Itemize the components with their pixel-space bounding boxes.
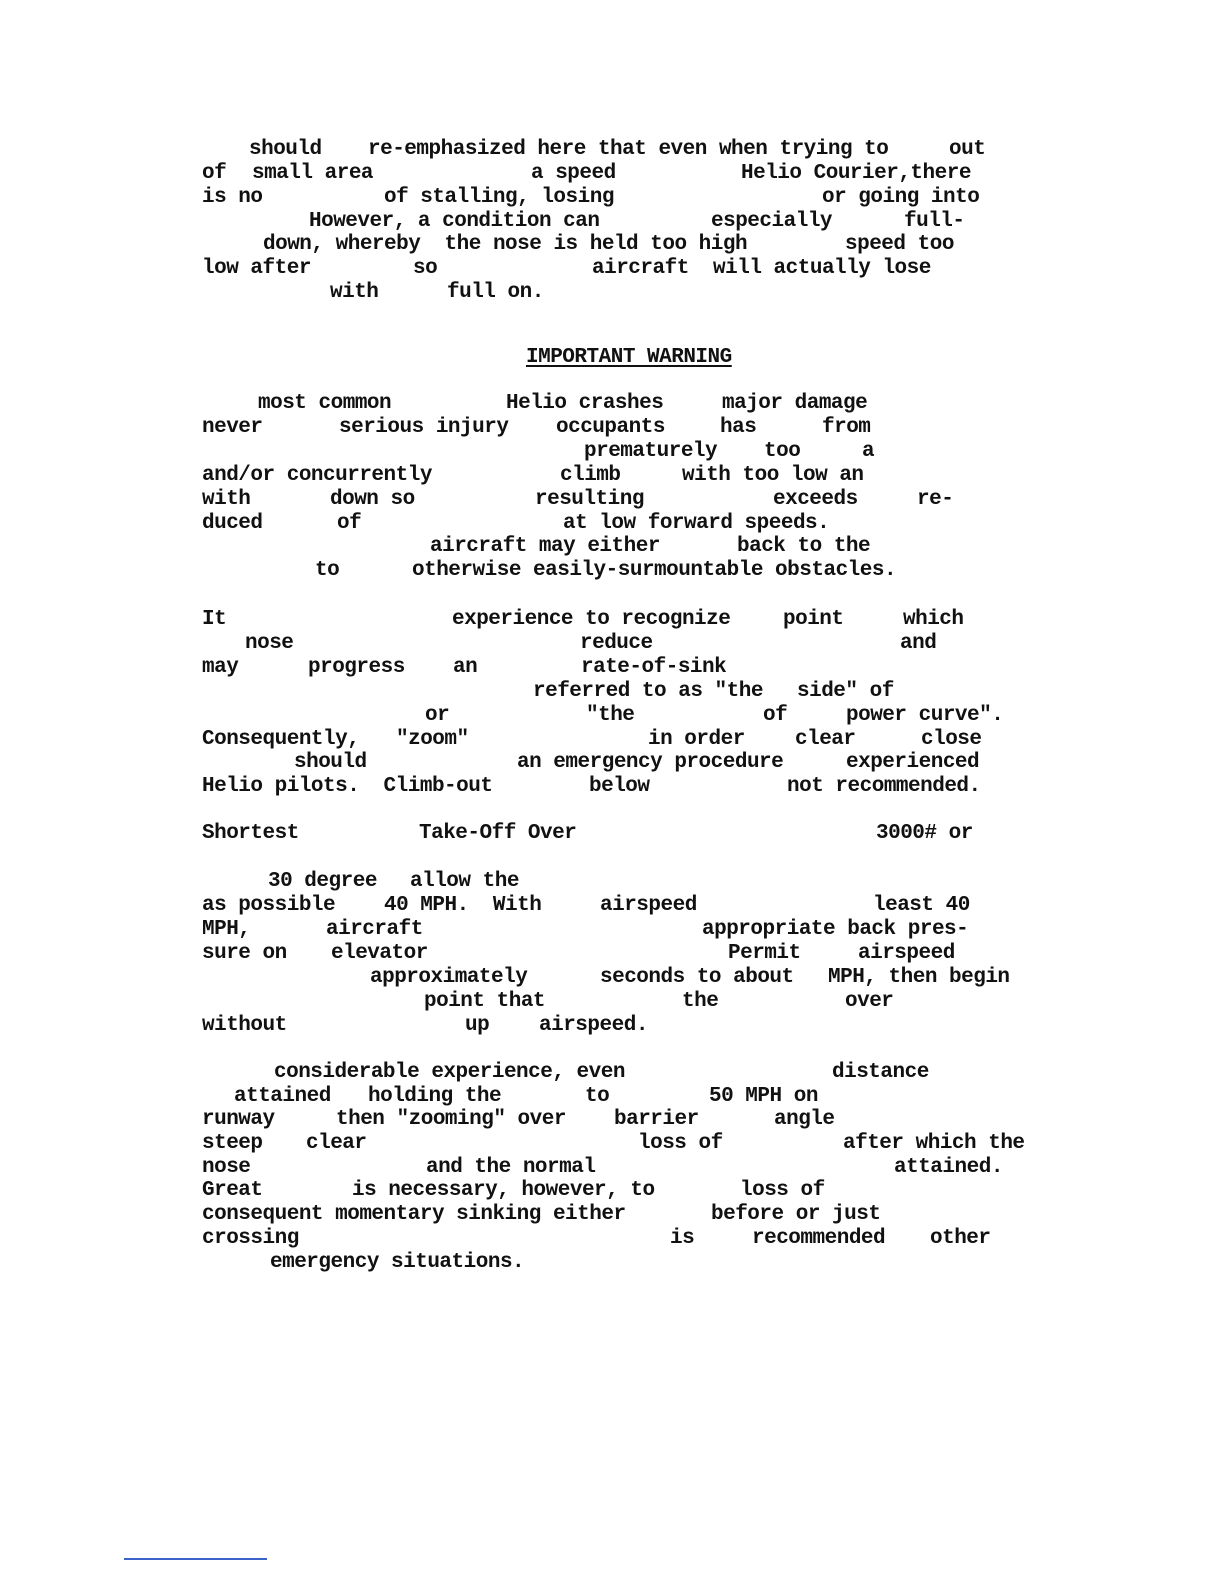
text-fragment: nose [202, 1156, 251, 1179]
text-fragment: is [670, 1227, 695, 1250]
text-fragment: distance [832, 1061, 929, 1084]
text-fragment: with [330, 281, 379, 304]
text-fragment: considerable experience, even [274, 1061, 625, 1084]
text-fragment: point that [424, 990, 546, 1013]
text-fragment: Consequently, [202, 728, 360, 751]
text-fragment: should [249, 138, 322, 161]
text-fragment: airspeed. [539, 1014, 648, 1037]
text-fragment: of [763, 704, 788, 727]
text-fragment: Great [202, 1179, 263, 1202]
text-fragment: other [930, 1227, 991, 1250]
text-fragment: prematurely [584, 440, 718, 463]
text-fragment: small area [252, 162, 374, 185]
text-fragment: 40 MPH. With [384, 894, 542, 917]
text-fragment: Helio pilots. Climb-out [202, 775, 493, 798]
text-fragment: low after [202, 257, 311, 280]
text-fragment: power curve". [846, 704, 1004, 727]
text-fragment: holding the [368, 1085, 502, 1108]
text-fragment: without [202, 1014, 287, 1037]
text-fragment: or going into [822, 186, 980, 209]
text-fragment: especially [711, 210, 833, 233]
text-fragment: then "zooming" over [336, 1108, 566, 1131]
text-fragment: most common [258, 392, 392, 415]
text-fragment: with [202, 488, 251, 511]
text-fragment: progress [308, 656, 405, 679]
text-fragment: resulting [535, 488, 644, 511]
text-fragment: MPH, [202, 918, 251, 941]
text-fragment: airspeed [600, 894, 697, 917]
text-fragment: at low forward speeds. [563, 512, 830, 535]
text-fragment: side" of [797, 680, 894, 703]
text-fragment: experience to recognize [452, 608, 731, 631]
text-fragment: Shortest [202, 822, 299, 845]
text-fragment: not recommended. [787, 775, 981, 798]
text-fragment: down, whereby the nose is held too high [263, 233, 748, 256]
text-fragment: is no [202, 186, 263, 209]
text-fragment: Helio crashes [506, 392, 664, 415]
text-fragment: too [764, 440, 801, 463]
text-fragment: crossing [202, 1227, 299, 1250]
text-fragment: steep [202, 1132, 263, 1155]
text-fragment: major damage [722, 392, 868, 415]
text-fragment: up [465, 1014, 490, 1037]
text-fragment: close [921, 728, 982, 751]
text-fragment: aircraft [326, 918, 423, 941]
text-fragment: aircraft may either [430, 535, 660, 558]
text-fragment: least 40 [873, 894, 970, 917]
text-fragment: aircraft will actually lose [592, 257, 931, 280]
text-fragment: Permit [728, 942, 801, 965]
text-fragment: approximately [370, 966, 528, 989]
text-fragment: after which the [843, 1132, 1025, 1155]
important-warning-heading: IMPORTANT WARNING [526, 346, 732, 369]
text-fragment: angle [774, 1108, 835, 1131]
text-fragment: to [585, 1085, 610, 1108]
text-fragment: out [949, 138, 986, 161]
text-fragment: point [783, 608, 844, 631]
text-fragment: of stalling, losing [384, 186, 614, 209]
text-fragment: climb [560, 464, 621, 487]
text-fragment: which [903, 608, 964, 631]
text-fragment: full on. [447, 281, 544, 304]
text-fragment: from [822, 416, 871, 439]
text-fragment: an emergency procedure [517, 751, 784, 774]
text-fragment: referred to as "the [533, 680, 763, 703]
text-fragment: elevator [331, 942, 428, 965]
text-fragment: attained. [894, 1156, 1003, 1179]
text-fragment: re-emphasized here that even when trying to [368, 138, 889, 161]
text-fragment: appropriate back pres- [702, 918, 969, 941]
text-fragment: of [337, 512, 362, 535]
text-fragment: runway [202, 1108, 275, 1131]
text-fragment: should [294, 751, 367, 774]
text-fragment: never [202, 416, 263, 439]
text-fragment: speed too [845, 233, 954, 256]
text-fragment: "zoom" [396, 728, 469, 751]
text-fragment: airspeed [858, 942, 955, 965]
text-fragment: has [720, 416, 757, 439]
text-fragment: otherwise easily-surmountable obstacles. [412, 559, 897, 582]
text-fragment: It [202, 608, 227, 631]
text-fragment: back to the [737, 535, 871, 558]
text-fragment: or [425, 704, 450, 727]
text-fragment: full- [904, 210, 965, 233]
text-fragment: "the [586, 704, 635, 727]
text-fragment: attained [234, 1085, 331, 1108]
text-fragment: loss of [638, 1132, 723, 1155]
text-fragment: MPH, then begin [828, 966, 1010, 989]
text-fragment: may [202, 656, 239, 679]
text-fragment: so [413, 257, 438, 280]
text-fragment: a speed [531, 162, 616, 185]
text-fragment: emergency situations. [270, 1251, 525, 1274]
text-fragment: in order [648, 728, 745, 751]
text-fragment: with too low an [682, 464, 864, 487]
page-footer-rule [124, 1558, 267, 1560]
text-fragment: the [682, 990, 719, 1013]
text-fragment: nose [245, 632, 294, 655]
text-fragment: rate-of-sink [581, 656, 727, 679]
text-fragment: below [589, 775, 650, 798]
text-fragment: sure on [202, 942, 287, 965]
text-fragment: 3000# or [876, 822, 973, 845]
text-fragment: consequent momentary sinking either [202, 1203, 626, 1226]
text-fragment: over [845, 990, 894, 1013]
text-fragment: serious injury [339, 416, 509, 439]
text-fragment: before or just [711, 1203, 881, 1226]
text-fragment: of [202, 162, 227, 185]
text-fragment: seconds to about [600, 966, 794, 989]
text-fragment: reduce [580, 632, 653, 655]
text-fragment: loss of [740, 1179, 825, 1202]
text-fragment: Take-Off Over [419, 822, 577, 845]
text-fragment: to [315, 559, 340, 582]
text-fragment: exceeds [773, 488, 858, 511]
text-fragment: 50 MPH on [709, 1085, 818, 1108]
text-fragment: and [900, 632, 937, 655]
text-fragment: recommended [752, 1227, 886, 1250]
text-fragment: and the normal [426, 1156, 596, 1179]
text-fragment: as possible [202, 894, 336, 917]
text-fragment: is necessary, however, to [352, 1179, 655, 1202]
text-fragment: down so [330, 488, 415, 511]
text-fragment: Helio Courier,there [741, 162, 971, 185]
text-fragment: an [453, 656, 478, 679]
text-fragment: and/or concurrently [202, 464, 432, 487]
text-fragment: However, a condition can [309, 210, 600, 233]
text-fragment: re- [917, 488, 954, 511]
text-fragment: occupants [556, 416, 665, 439]
text-fragment: clear [795, 728, 856, 751]
text-fragment: duced [202, 512, 263, 535]
text-fragment: a [862, 440, 875, 463]
text-fragment: allow the [410, 870, 519, 893]
text-fragment: 30 degree [268, 870, 377, 893]
text-fragment: barrier [614, 1108, 699, 1131]
text-fragment: experienced [846, 751, 980, 774]
text-fragment: clear [306, 1132, 367, 1155]
